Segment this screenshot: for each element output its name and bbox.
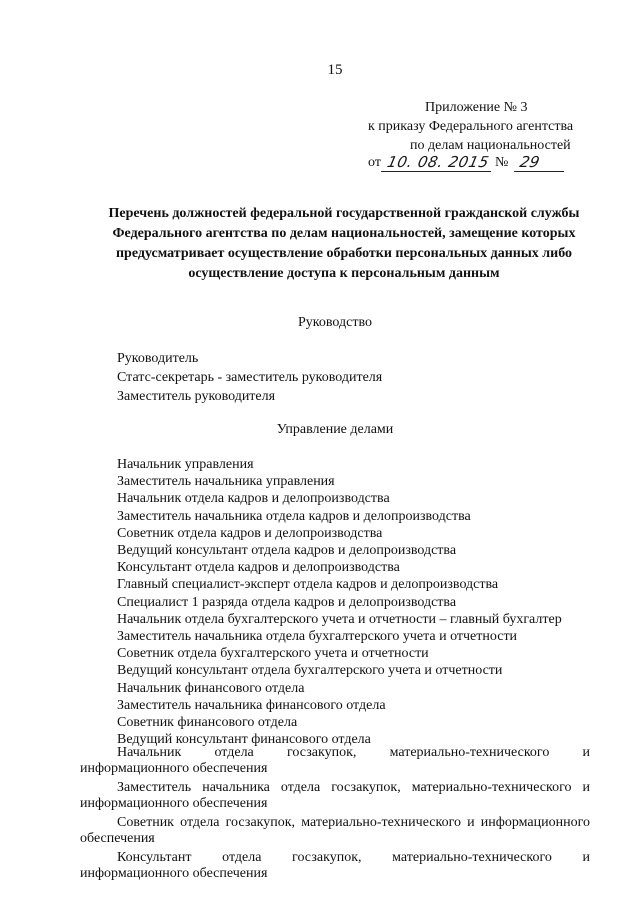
list-item: Специалист 1 разряда отдела кадров и делопроизводства — [117, 594, 457, 610]
page-number: 15 — [327, 62, 343, 78]
section-heading-rukovodstvo: Руководство — [298, 315, 372, 330]
list-item: Ведущий консультант финансового отдела — [117, 732, 371, 748]
list-item-wrapped — [80, 815, 590, 847]
wrapped-line-continuation: информационного обеспечения — [80, 866, 268, 881]
appendix-order-ref: к приказу Федерального агентства — [368, 119, 574, 134]
list-item: Заместитель начальника управления — [117, 474, 335, 490]
wrapped-line-first: Консультант отдела госзакупок, материально-технического и — [117, 850, 590, 865]
list-item: Заместитель начальника отдела кадров и делопроизводства — [117, 508, 471, 524]
list-item: Консультант отдела кадров и делопроизводства — [117, 560, 400, 576]
wrapped-line-continuation: информационного обеспечения — [80, 796, 268, 811]
list-item: Начальник финансового отдела — [117, 680, 305, 696]
list-item: Руководитель — [117, 351, 199, 366]
handwritten-number: 29 — [514, 153, 568, 172]
list-item: Советник отдела кадров и делопроизводства — [117, 525, 383, 541]
list-item-wrapped — [80, 780, 590, 812]
from-label: от — [368, 155, 381, 170]
list-item: Начальник управления — [117, 457, 254, 472]
appendix-agency: по делам национальностей — [410, 138, 571, 153]
list-item: Ведущий консультант отдела бухгалтерского учета и отчетности — [117, 663, 503, 679]
list-item: Статс-секретарь - заместитель руководителя — [117, 370, 383, 385]
upravlenie-list — [117, 456, 562, 748]
number-label: № — [495, 155, 509, 170]
list-item: Советник финансового отдела — [117, 715, 298, 731]
section-heading-upravlenie: Управление делами — [276, 422, 394, 437]
handwritten-date: 10. 08. 2015 — [381, 153, 495, 172]
list-item: Советник отдела бухгалтерского учета и отчетности — [117, 646, 429, 662]
list-item: Заместитель начальника отдела бухгалтерского учета и отчетности — [117, 629, 518, 645]
list-item: Начальник отдела бухгалтерского учета и отчетности – главный бухгалтер — [117, 611, 562, 627]
wrapped-line-continuation: обеспечения — [80, 831, 155, 846]
list-item: Главный специалист-эксперт отдела кадров и делопроизводства — [117, 577, 499, 593]
list-item: Начальник отдела кадров и делопроизводства — [117, 491, 390, 507]
wrapped-line-first: Заместитель начальника отдела госзакупок, материально-технического и — [117, 780, 590, 795]
wrapped-line-first: Начальник отдела госзакупок, материально-технического и — [117, 745, 590, 760]
list-item: Заместитель руководителя — [117, 389, 276, 404]
appendix-title: Приложение № 3 — [425, 100, 528, 115]
wrapped-line-continuation: информационного обеспечения — [80, 761, 268, 776]
list-item-wrapped — [80, 850, 590, 882]
list-item-wrapped — [80, 745, 590, 777]
rukovodstvo-list — [117, 349, 382, 406]
list-item: Заместитель начальника финансового отдела — [117, 697, 386, 713]
wrapped-line-first: Советник отдела госзакупок, материально-технического и информационного — [117, 815, 590, 830]
list-item: Ведущий консультант отдела кадров и делопроизводства — [117, 543, 457, 559]
document-title: Перечень должностей федеральной государственной гражданской службы Федерального агентства по делам национальностей, замещение которых предусматривает осуществление обработки персональных данных либо осуществление доступа к персональным данным — [108, 206, 580, 281]
